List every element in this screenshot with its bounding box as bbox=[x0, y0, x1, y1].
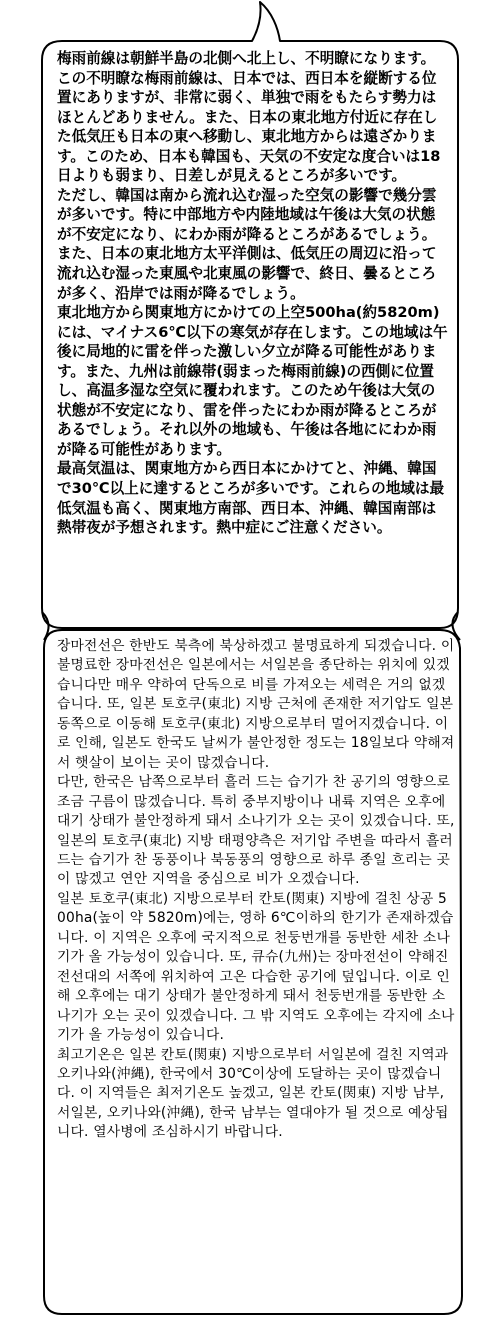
jp-paragraph: 梅雨前線は朝鮮半島の北側へ北上し、不明瞭になります。この不明瞭な梅雨前線は、日本では、西日本を縦断する位置にありますが、非常に弱く、単独で雨をもたらす勢力はほとんどありません。また、日本の東北地方付近に存在した低気圧も日本の東へ移動し、東北地方からは遠ざかります。このため、日本も韓国も、天気の不安定な度合いは18日よりも弱まり、日差しが見えるところが多いです。 bbox=[57, 50, 441, 185]
jp-paragraph: 最高気温は、関東地方から西日本にかけてと、沖縄、韓国で30℃以上に達するところが多いです。これらの地域は最低気温も高く、関東地方南部、西日本、沖縄、韓国南部は熱帯夜が予想されます。熱中症にご注意ください。 bbox=[57, 460, 445, 537]
jp-paragraph: 東北地方から関東地方にかけての上空500ha(約5820m)には、マイナス6℃以下の寒気が存在します。この地域は午後に局地的に雷を伴った激しい夕立が降る可能性があります。また、九州は前線帯(弱まった梅雨前線)の西側に位置し、高温多湿な空気に覆われます。このため午後は大気の状態が不安定になり、雷を伴ったにわか雨が降るところがあるでしょう。それ以外の地域も、午後は各地ににわか雨が降る可能性があります。 bbox=[57, 304, 448, 458]
jp-paragraph: ただし、韓国は南から流れ込む湿った空気の影響で幾分雲が多いです。特に中部地方や内陸地域は午後は大気の状態が不安定になり、にわか雨が降るところがあるでしょう。また、日本の東北地方太平洋側は、低気圧の周辺に沿って流れ込む湿った東風や北東風の影響で、終日、曇るところが多く、沿岸では雨が降るでしょう。 bbox=[57, 186, 437, 302]
ko-paragraph: 일본 토호쿠(東北) 지방으로부터 칸토(関東) 지방에 걸친 상공 500ha(높이 약 5820m)에는, 영하 6℃이하의 한기가 존재하겠습니다. 이 지역은 오후에 국지적으로 천둥번개를 동반한 세찬 소나기가 올 가능성이 있습니다. 또, 큐슈(九州)는 장마전선이 약해진 전선대의 서쪽에 위치하여 고온 다습한 공기에 덮입니다. 이로 인해 오후에는 대기 상태가 불안정하게 돼서 천둥번개를 동반한 소나기가 오는 곳이 있겠습니다. 그 밖 지역도 오후에는 각지에 소나기가 올 가능성이 있습니다. bbox=[57, 890, 455, 1044]
jp-bubble-text bbox=[57, 49, 449, 538]
ko-paragraph: 장마전선은 한반도 북측에 북상하겠고 불명료하게 되겠습니다. 이 불명료한 장마전선은 일본에서는 서일본을 종단하는 위치에 있겠습니다만 매우 약하여 단독으로 비를 가져오는 세력은 거의 없겠습니다. 또, 일본 토호쿠(東北) 지방 근처에 존재한 저기압도 일본 동쪽으로 이동해 토호쿠(東北) 지방으로부터 멀어지겠습니다. 이로 인해, 일본도 한국도 날씨가 불안정한 정도는 18일보다 약해져서 햇살이 보이는 곳이 많겠습니다. bbox=[57, 638, 455, 771]
ko-paragraph: 최고기온은 일본 칸토(関東) 지방으로부터 서일본에 걸친 지역과 오키나와(沖縄), 한국에서 30℃이상에 도달하는 곳이 많겠습니다. 이 지역들은 최저기온도 높겠고, 일본 칸토(関東) 지방 남부, 서일본, 오키나와(沖縄), 한국 남부는 열대야가 될 것으로 예상됩니다. 열사병에 조심하시기 바랍니다. bbox=[57, 1046, 449, 1141]
ko-bubble-text bbox=[57, 637, 455, 1143]
ko-paragraph: 다만, 한국은 남쪽으로부터 흘러 드는 습기가 찬 공기의 영향으로 조금 구름이 많겠습니다. 특히 중부지방이나 내륙 지역은 오후에 대기 상태가 불안정하게 돼서 소나기가 오는 곳이 있겠습니다. 또, 일본의 토호쿠(東北) 지방 태평양측은 저기압 주변을 따라서 흘러 드는 습기가 찬 동풍이나 북동풍의 영향으로 하루 종일 흐리는 곳이 많겠고 연안 지역을 중심으로 비가 오겠습니다. bbox=[57, 774, 455, 888]
